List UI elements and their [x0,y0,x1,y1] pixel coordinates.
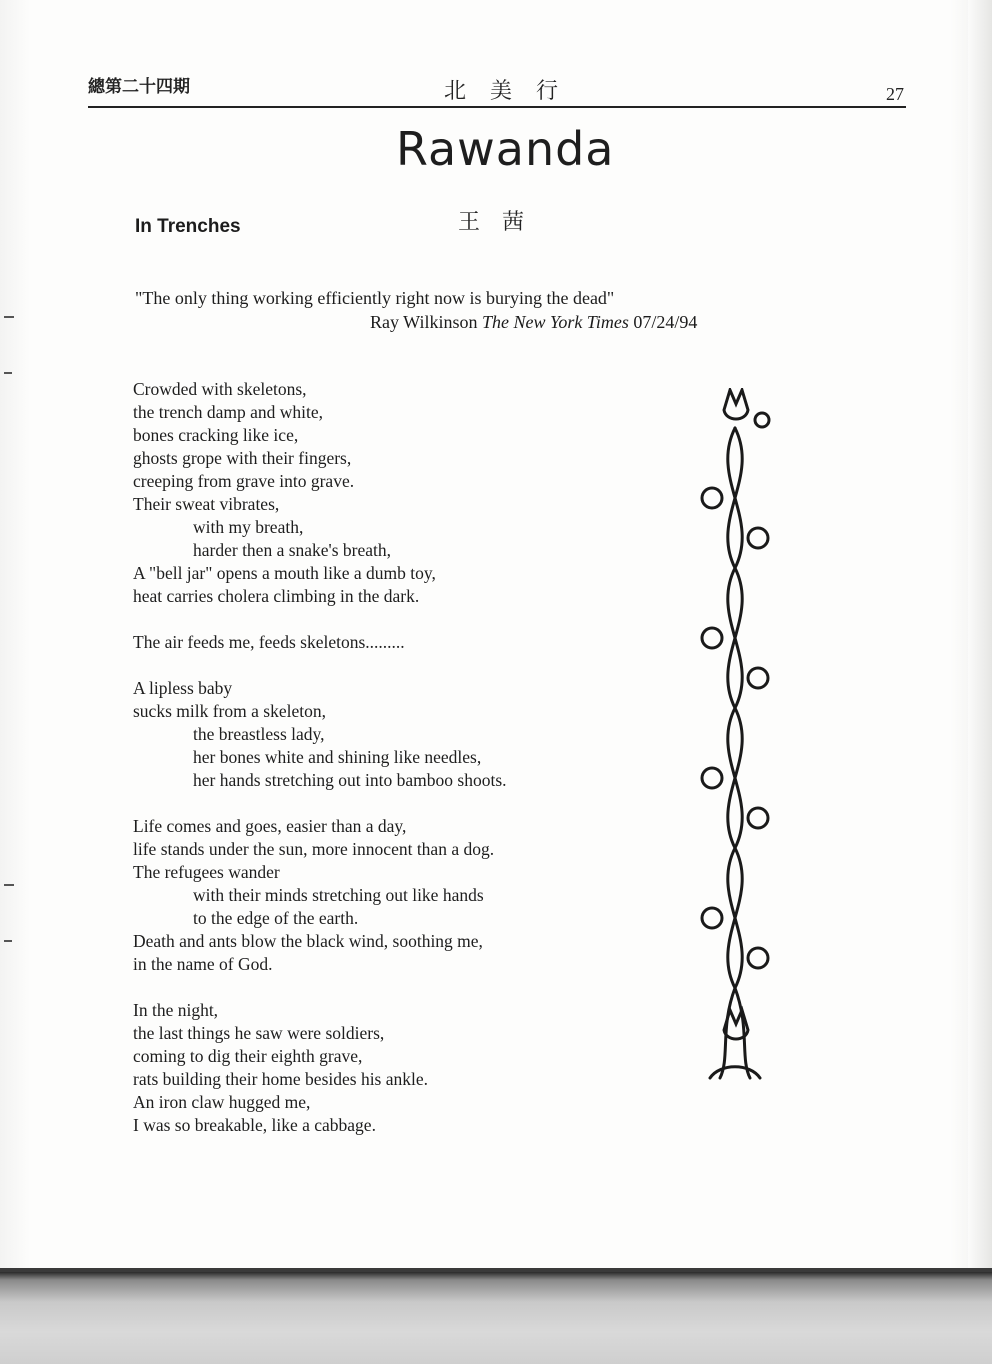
poem-line: to the edge of the earth. [193,908,359,928]
poem-line: In the night, [133,1000,219,1020]
poem-line: the trench damp and white, [133,402,324,422]
margin-mark [4,940,12,942]
stanza [133,999,653,1137]
poem-line: I was so breakable, like a cabbage. [133,1115,376,1135]
poem-line: the last things he saw were soldiers, [133,1023,385,1043]
poem-line: The refugees wander [133,862,280,882]
epigraph-quote: "The only thing working efficiently right now is burying the dead" [135,288,615,308]
poem-line: her bones white and shining like needles, [193,747,482,767]
stanza [133,378,653,608]
poem-title: Rawanda [396,122,615,176]
stanza [133,631,653,654]
poem-line: heat carries cholera climbing in the dark. [133,586,420,606]
stanza [133,677,653,792]
attribution-date: 07/24/94 [628,312,698,332]
poem-line: the breastless lady, [193,724,325,744]
poem-line: Crowded with skeletons, [133,379,307,399]
poem-line: The air feeds me, feeds skeletons......... [133,632,405,652]
margin-mark [4,884,14,886]
margin-mark [4,372,12,374]
poem-line: sucks milk from a skeleton, [133,701,326,721]
poem-body [133,378,653,1160]
poem-line: rats building their home besides his ankle. [133,1069,429,1089]
running-header [88,72,906,108]
poem-subtitle: In Trenches [135,216,241,237]
poem-line: Their sweat vibrates, [133,494,280,514]
attribution-name: Ray Wilkinson [370,312,482,332]
poem-line: An iron claw hugged me, [133,1092,311,1112]
stanza [133,815,653,976]
poem-line: A "bell jar" opens a mouth like a dumb toy, [133,563,436,583]
margin-mark [4,316,14,318]
poem-line: with my breath, [193,517,304,537]
poem-line: Death and ants blow the black wind, soothing me, [133,931,483,951]
page-number: 27 [886,84,904,104]
attribution-source: The New York Times [481,312,629,332]
author-name: 王茜 [458,210,547,235]
issue-number: 總第二十四期 [88,77,190,97]
poem-line: Life comes and goes, easier than a day, [133,816,407,836]
poem-line: bones cracking like ice, [133,425,299,445]
magazine-name: 北美行 [444,79,583,104]
floral-vine-icon [690,388,780,1090]
poem-line: A lipless baby [133,678,233,698]
poem-line: ghosts grope with their fingers, [133,448,352,468]
poem-line: harder then a snake's breath, [193,540,391,560]
page-edge [968,0,992,1272]
scanner-bed [0,1272,992,1364]
poem-line: creeping from grave into grave. [133,471,355,491]
epigraph-attribution [370,312,697,333]
poem-line: in the name of God. [133,954,273,974]
poem-line: with their minds stretching out like hands [193,885,484,905]
poem-line: life stands under the sun, more innocent than a dog. [133,839,495,859]
poem-line: her hands stretching out into bamboo shoots. [193,770,507,790]
poem-line: coming to dig their eighth grave, [133,1046,363,1066]
